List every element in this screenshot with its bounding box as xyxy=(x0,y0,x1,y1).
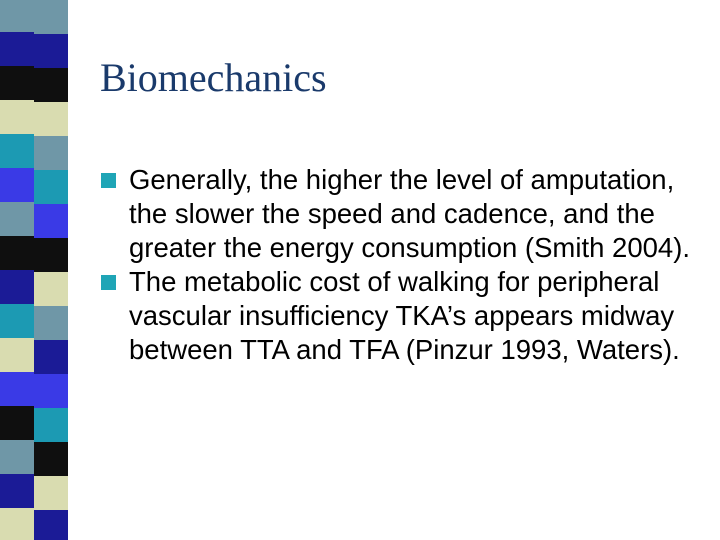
stripe-block xyxy=(34,238,68,272)
stripe-block xyxy=(0,508,34,540)
stripe-block xyxy=(0,168,34,202)
bullet-text: The metabolic cost of walking for peripheral vascular insufficiency TKA’s appears midway between TTA and TFA (Pinzur 1993, Waters). xyxy=(129,266,680,365)
stripe-block xyxy=(0,474,34,508)
bullet-item xyxy=(100,163,700,265)
stripe-block xyxy=(0,440,34,474)
stripe-block xyxy=(34,510,68,540)
stripe-block xyxy=(34,102,68,136)
stripe-block xyxy=(34,374,68,408)
stripe-block xyxy=(34,34,68,68)
stripe-column-right xyxy=(34,0,68,540)
stripe-block xyxy=(34,442,68,476)
stripe-block xyxy=(34,136,68,170)
stripe-column-left xyxy=(0,0,34,540)
decorative-stripe xyxy=(0,0,68,540)
stripe-block xyxy=(34,170,68,204)
stripe-block xyxy=(34,340,68,374)
bullet-list xyxy=(100,163,700,367)
stripe-block xyxy=(0,66,34,100)
stripe-block xyxy=(34,272,68,306)
slide-title: Biomechanics xyxy=(100,55,327,100)
stripe-block xyxy=(34,408,68,442)
stripe-block xyxy=(0,202,34,236)
square-bullet-icon xyxy=(101,275,116,290)
stripe-block xyxy=(0,100,34,134)
bullet-text: Generally, the higher the level of amputation, the slower the speed and cadence, and the greater the energy consumption (Smith 2004). xyxy=(129,164,690,263)
stripe-block xyxy=(34,0,68,34)
stripe-block xyxy=(34,306,68,340)
stripe-block xyxy=(0,338,34,372)
bullet-item xyxy=(100,265,700,367)
square-bullet-icon xyxy=(101,173,116,188)
stripe-block xyxy=(0,236,34,270)
stripe-block xyxy=(0,134,34,168)
stripe-block xyxy=(0,32,34,66)
stripe-block xyxy=(0,270,34,304)
stripe-block xyxy=(0,372,34,406)
stripe-block xyxy=(0,406,34,440)
stripe-block xyxy=(34,68,68,102)
stripe-block xyxy=(0,0,34,32)
stripe-block xyxy=(0,304,34,338)
stripe-block xyxy=(34,204,68,238)
stripe-block xyxy=(34,476,68,510)
